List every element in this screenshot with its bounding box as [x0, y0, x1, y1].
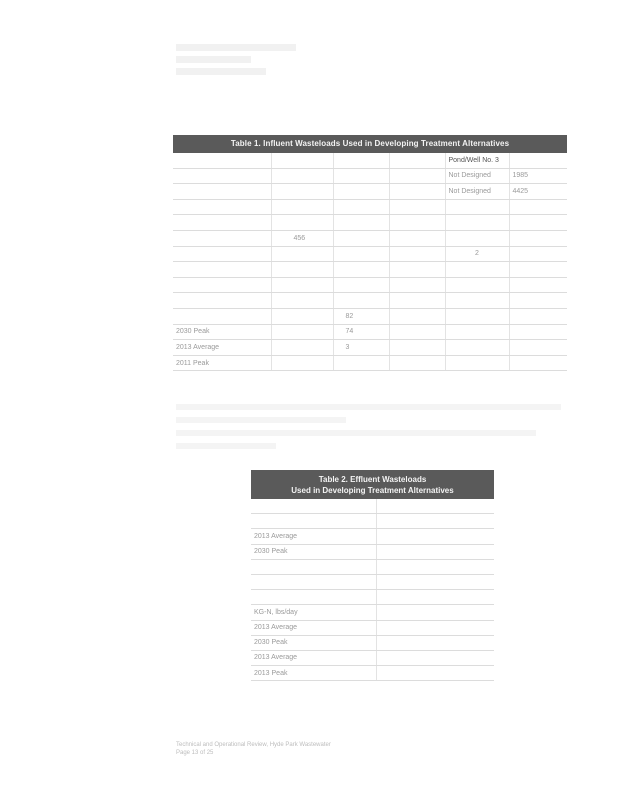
row-label: 2013 Average	[251, 620, 376, 635]
table1-footnotes	[176, 404, 566, 456]
table-row	[173, 246, 567, 262]
pond-header: Pond/Well No. 3	[445, 153, 509, 168]
pond-row-label: Not Designed	[445, 184, 509, 200]
table-row	[173, 199, 567, 215]
footer-line1: Technical and Operational Review, Hyde Park Wastewater	[176, 742, 331, 748]
table-cell: 2	[445, 246, 509, 262]
table2-title-line1: Table 2. Effluent Wasteloads	[318, 475, 427, 484]
table-row	[173, 262, 567, 278]
table-row	[173, 184, 567, 200]
table-row	[251, 650, 494, 665]
table-row	[173, 324, 567, 340]
row-label: 2013 Average	[251, 529, 376, 544]
row-label: 2013 Peak	[251, 666, 376, 681]
table-row	[251, 620, 494, 635]
row-label: KG-N, lbs/day	[251, 605, 376, 620]
table-row	[173, 355, 567, 371]
row-label: 2013 Average	[173, 340, 271, 356]
row-label: 2013 Average	[251, 650, 376, 665]
table-row	[173, 230, 567, 246]
table-row	[251, 559, 494, 574]
table-cell: 456	[271, 230, 333, 246]
influent-wasteloads-table	[173, 135, 567, 371]
row-label: 2030 Peak	[251, 544, 376, 559]
table-row	[251, 666, 494, 681]
pond-row-value: 4425	[509, 184, 567, 200]
table-row	[251, 514, 494, 529]
table1-grid	[173, 153, 567, 371]
pond-row-value: 1985	[509, 168, 567, 184]
table2-title-line2: Used in Developing Treatment Alternatives	[291, 486, 454, 495]
effluent-wasteloads-table	[251, 470, 494, 681]
table-cell: 3	[333, 340, 389, 356]
row-label: 2030 Peak	[251, 635, 376, 650]
table2-title	[251, 470, 494, 499]
row-label: 2030 Peak	[173, 324, 271, 340]
table-row	[251, 529, 494, 544]
table-row	[173, 168, 567, 184]
table-row	[173, 308, 567, 324]
row-label: 2011 Peak	[173, 355, 271, 371]
table-row	[173, 340, 567, 356]
table-row	[173, 153, 567, 168]
table-row	[173, 215, 567, 231]
table-row	[251, 590, 494, 605]
footer-line2: Page 13 of 25	[176, 750, 214, 756]
page-footer	[176, 741, 331, 757]
pond-row-label: Not Designed	[445, 168, 509, 184]
table-row	[251, 499, 494, 514]
table-row	[251, 635, 494, 650]
page-header-faint	[176, 44, 316, 80]
table-cell: 82	[333, 308, 389, 324]
table-row	[251, 574, 494, 589]
table-row	[173, 277, 567, 293]
table1-title: Table 1. Influent Wasteloads Used in Developing Treatment Alternatives	[173, 135, 567, 153]
table2-grid	[251, 499, 494, 681]
table-row	[251, 605, 494, 620]
table-cell: 74	[333, 324, 389, 340]
table-row	[251, 544, 494, 559]
table-row	[173, 293, 567, 309]
